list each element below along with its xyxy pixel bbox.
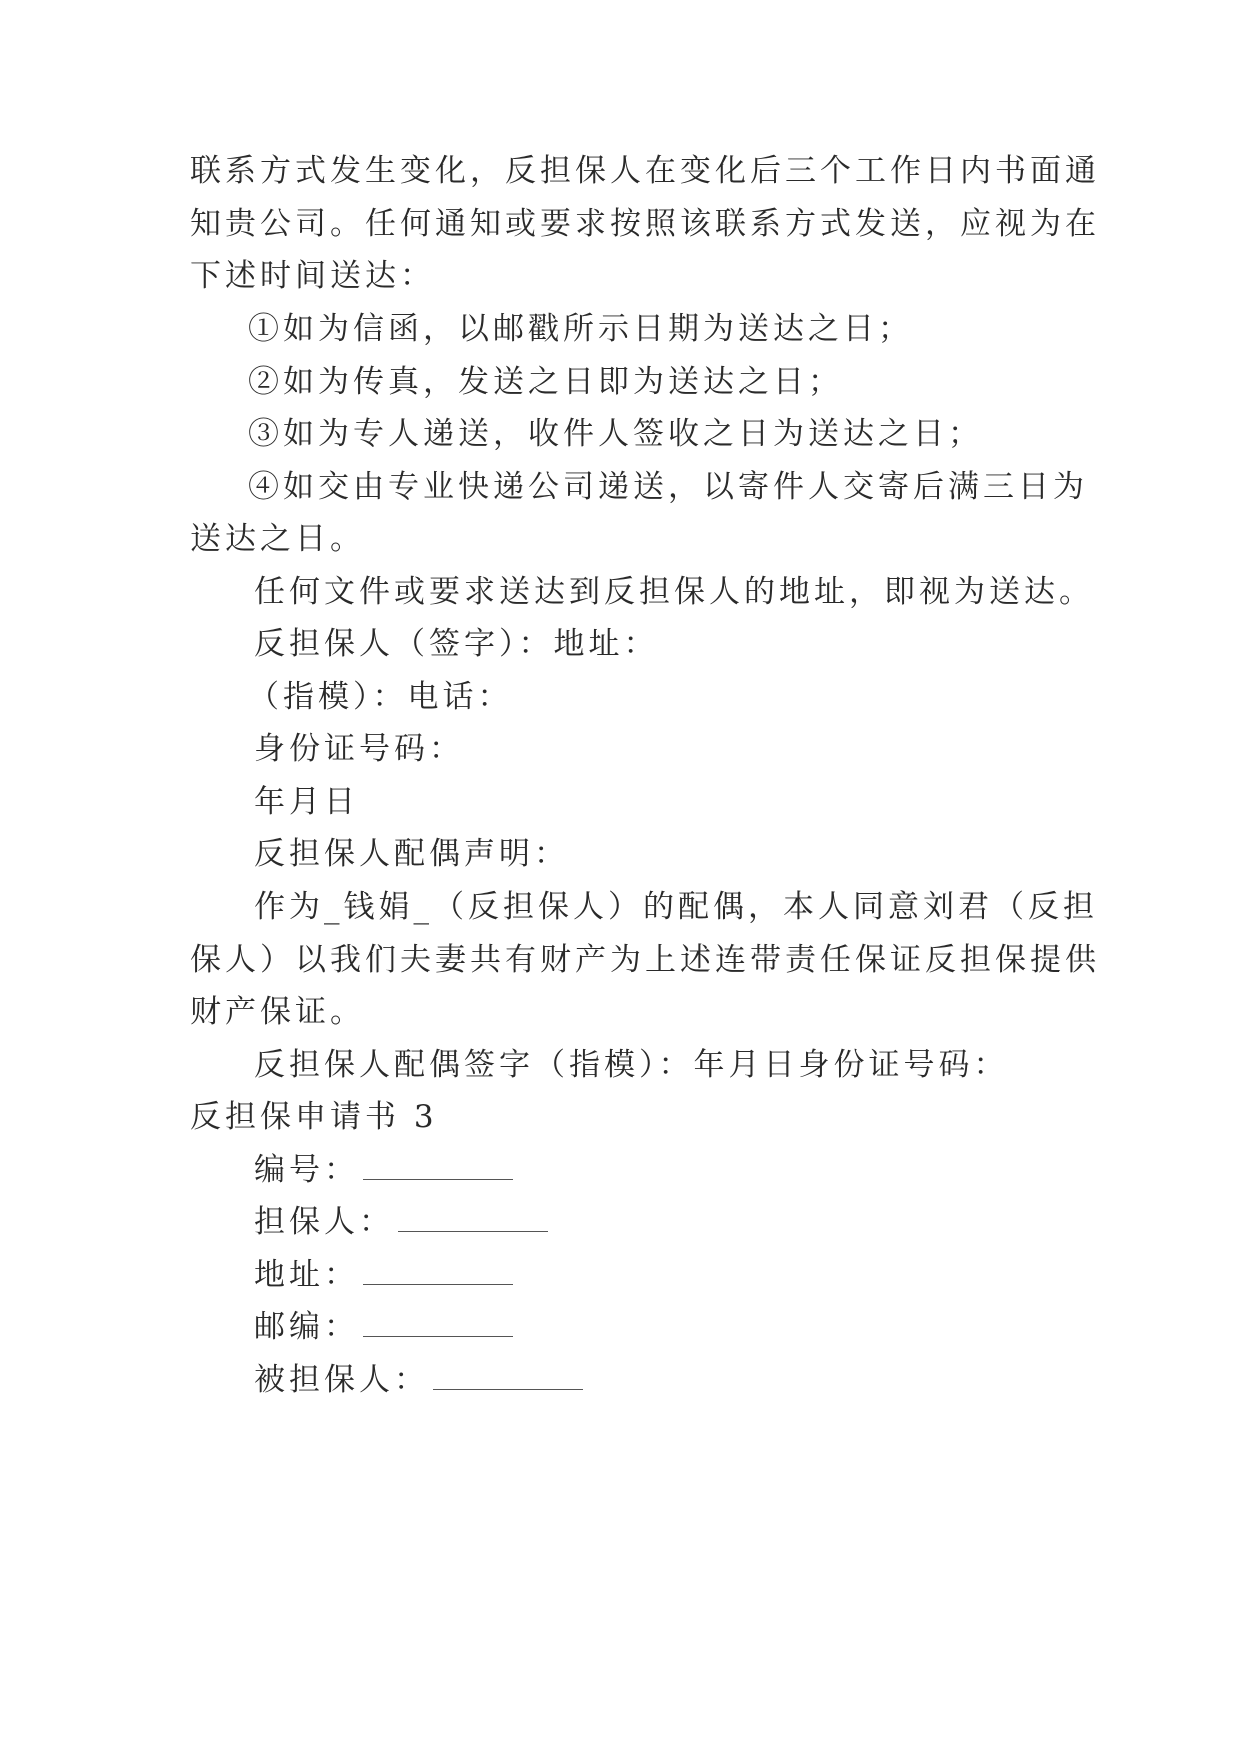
- field-label: 担保人：: [254, 1204, 394, 1240]
- form-field-number: [254, 1150, 513, 1190]
- field-label: 地址：: [254, 1257, 359, 1293]
- paragraph-line: 联系方式发生变化，反担保人在变化后三个工作日内书面通: [190, 153, 1100, 189]
- form-field-guaranteed: [254, 1360, 583, 1400]
- paragraph-line: 保人）以我们夫妻共有财产为上述连带责任保证反担保提供: [190, 942, 1100, 978]
- list-item: ③如为专人递送，收件人签收之日为送达之日；: [248, 416, 983, 452]
- signature-line: 反担保人（签字）：地址：: [254, 626, 659, 662]
- paragraph-line: 财产保证。: [190, 994, 365, 1030]
- fingerprint-line: （指模）：电话：: [248, 679, 513, 715]
- list-item: 送达之日。: [190, 521, 365, 557]
- paragraph-line: 作为_钱娟_（反担保人）的配偶，本人同意刘君（反担: [254, 889, 1098, 925]
- idcard-line: 身份证号码：: [254, 731, 464, 767]
- list-item: ①如为信函，以邮戳所示日期为送达之日；: [248, 311, 913, 347]
- form-field-guarantor: [254, 1202, 548, 1242]
- field-label: 编号：: [254, 1152, 359, 1188]
- paragraph-line: 下述时间送达：: [190, 258, 435, 294]
- date-line: 年月日: [254, 784, 359, 820]
- section-heading: 反担保人配偶声明：: [254, 836, 569, 872]
- blank-line: [363, 1256, 513, 1285]
- blank-line: [363, 1151, 513, 1180]
- field-label: 被担保人：: [254, 1362, 429, 1398]
- paragraph-line: 知贵公司。任何通知或要求按照该联系方式发送，应视为在: [190, 206, 1100, 242]
- field-label: 邮编：: [254, 1309, 359, 1345]
- list-item: ②如为传真，发送之日即为送达之日；: [248, 364, 843, 400]
- blank-line: [398, 1203, 548, 1232]
- spouse-signature-line: 反担保人配偶签字（指模）：年月日身份证号码：: [254, 1047, 1009, 1083]
- paragraph-line: 任何文件或要求送达到反担保人的地址，即视为送达。: [254, 574, 1094, 610]
- blank-line: [363, 1308, 513, 1337]
- form-field-address: [254, 1255, 513, 1295]
- form-field-postcode: [254, 1307, 513, 1347]
- list-item: ④如交由专业快递公司递送，以寄件人交寄后满三日为: [248, 469, 1088, 505]
- blank-line: [433, 1361, 583, 1390]
- document-title: 反担保申请书 3: [190, 1099, 438, 1135]
